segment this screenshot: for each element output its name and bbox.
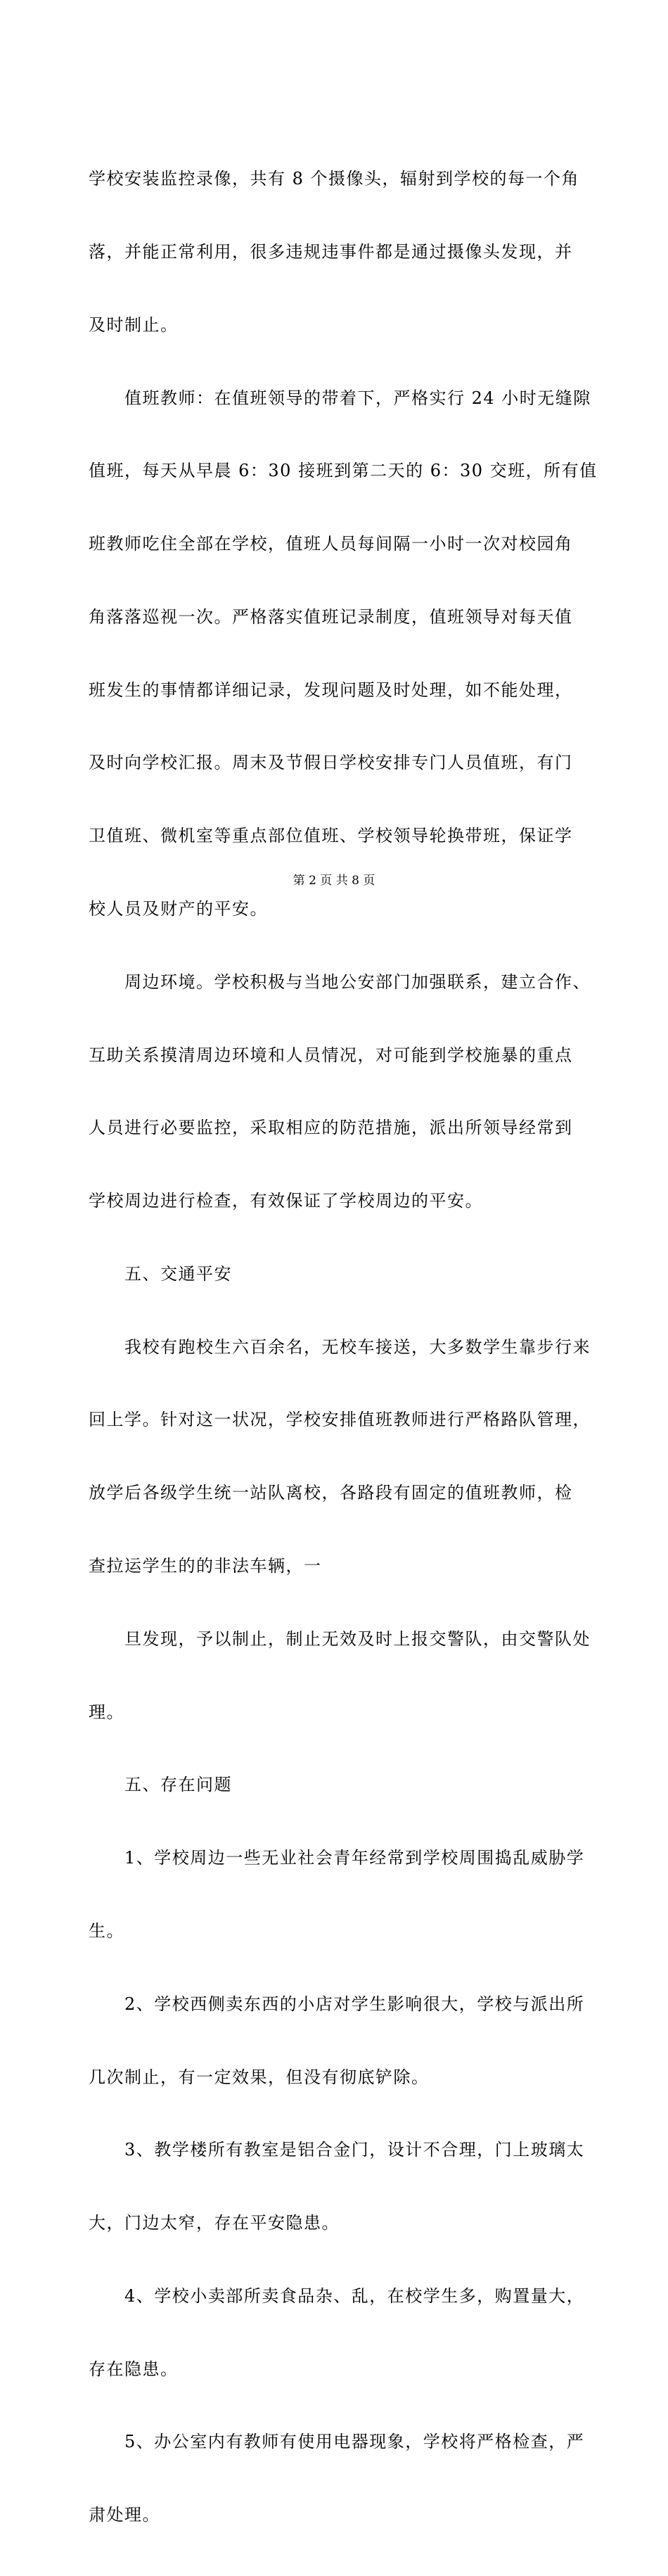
text-line: 理。 [89, 1702, 124, 1722]
text-line: 落，并能正常利用，很多违规违事件都是通过摄像头发现，并 [89, 241, 573, 262]
text-line: 卫值班、微机室等重点部位值班、学校领导轮换带班，保证学 [89, 826, 573, 846]
text-line: 存在隐患。 [89, 2359, 179, 2379]
text-line: 回上学。针对这一状况，学校安排值班教师进行严格路队管理， [89, 1410, 591, 1430]
body-text [89, 118, 598, 2576]
text-line: 互助关系摸清周边环境和人员情况，对可能到学校施暴的重点 [89, 1045, 573, 1065]
text-line: 1、学校周边一些无业社会青年经常到学校周围捣乱威胁学 [89, 1848, 585, 1868]
section-heading: 五、存在问题 [89, 1775, 232, 1795]
text-line: 学校周边进行检查，有效保证了学校周边的平安。 [89, 1191, 483, 1211]
text-line: 3、教学楼所有教室是铝合金门，设计不合理，门上玻璃太 [89, 2140, 585, 2160]
text-line: 4、学校小卖部所卖食品杂、乱，在校学生多，购置量大， [89, 2285, 585, 2306]
text-line: 值班教师：在值班领导的带着下，严格实行 24 小时无缝隙 [89, 388, 591, 408]
text-line: 班教师吃住全部在学校，值班人员每间隔一小时一次对校园角 [89, 534, 573, 554]
text-line: 生。 [89, 1920, 124, 1941]
text-line: 放学后各级学生统一站队离校，各路段有固定的值班教师，检 [89, 1483, 573, 1503]
document-body [89, 118, 598, 2576]
text-line: 我校有跑校生六百余名，无校车接送，大多数学生靠步行来 [89, 1337, 591, 1357]
text-line: 角落落巡视一次。严格落实值班记录制度，值班领导对每天值 [89, 606, 573, 627]
text-line: 值班，每天从早晨 6：30 接班到第二天的 6：30 交班，所有值 [89, 461, 598, 481]
text-line: 几次制止，有一定效果，但没有彻底铲除。 [89, 2067, 430, 2087]
text-line: 周边环境。学校积极与当地公安部门加强联系，建立合作、 [89, 971, 591, 992]
section-heading: 五、交通平安 [89, 1263, 232, 1284]
text-line: 及时制止。 [89, 314, 179, 335]
page-footer [0, 872, 668, 889]
text-line: 人员进行必要监控，采取相应的防范措施，派出所领导经常到 [89, 1118, 573, 1138]
text-line: 肃处理。 [89, 2505, 160, 2525]
text-line: 2、学校西侧卖东西的小店对学生影响很大，学校与派出所 [89, 1994, 585, 2014]
text-line: 旦发现，予以制止，制止无效及时上报交警队，由交警队处 [89, 1628, 591, 1649]
page-number-label: 第 2 页 共 8 页 [293, 874, 375, 888]
text-line: 校人员及财产的平安。 [89, 899, 268, 919]
text-line: 5、办公室内有教师有使用电器现象，学校将严格检查，严 [89, 2432, 585, 2452]
text-line: 大，门边太窄，存在平安隐患。 [89, 2213, 340, 2233]
text-line: 及时向学校汇报。周末及节假日学校安排专门人员值班，有门 [89, 753, 573, 773]
text-line: 学校安装监控录像，共有 8 个摄像头，辐射到学校的每一个角 [89, 169, 580, 189]
text-line: 查拉运学生的的非法车辆，一 [89, 1556, 322, 1576]
text-line: 班发生的事情都详细记录，发现问题及时处理，如不能处理， [89, 680, 573, 700]
